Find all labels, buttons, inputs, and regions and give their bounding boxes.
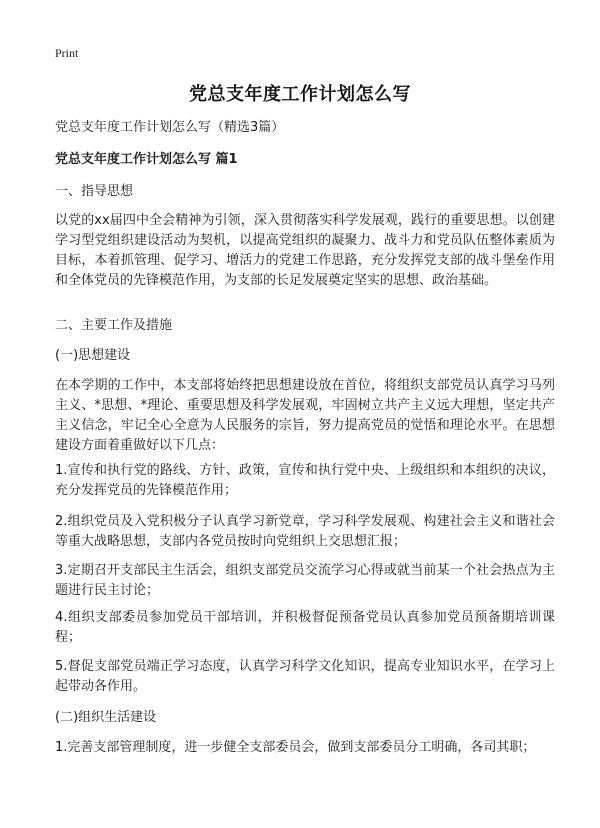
document-title: 党总支年度工作计划怎么写 <box>189 84 411 105</box>
list-item: 1.完善支部管理制度，进一步健全支部委员会，做到支部委员分工明确，各司其职； <box>55 740 536 755</box>
paragraph-guiding-thought: 以党的xx届四中全会精神为引领，深入贯彻落实科学发展观，践行的重要思想。以创建学习型党组织建设活动为契机，以提高党组织的凝聚力、战斗力和党员队伍整体素质为目标，本着抓管理、促学习、增活力的党建工作思路，充分发挥党支部的战斗堡垒作用和全体党员的先锋模范作用，为支部的长足发展奠定坚实的思想、政治基础。 <box>55 213 555 288</box>
subtitle: 党总支年度工作计划怎么写（精选3篇） <box>55 120 285 135</box>
list-item: 2.组织党员及入党积极分子认真学习新党章，学习科学发展观、构建社会主义和谐社会等重大战略思想，支部内各党员按时向党组织上交思想汇报； <box>55 514 555 549</box>
list-item: 4.组织支部委员参加党员干部培训，并积极督促预备党员认真参加党员预备期培训课程； <box>55 610 555 645</box>
list-item: 1.宣传和执行党的路线、方针、政策，宣传和执行党中央、上级组织和本组织的决议，充分发挥党员的先锋模范作用； <box>55 463 555 498</box>
paragraph-ideology: 在本学期的工作中，本支部将始终把思想建设放在首位，将组织支部党员认真学习马列主义、*思想、*理论、重要思想及科学发展观，牢固树立共产主义远大理想，坚定共产主义信念，牢记全心全意为人民服务的宗旨，努力提高党员的觉悟和理论水平。在思想建设方面着重做好以下几点： <box>55 378 555 453</box>
list-item: 5.督促支部党员端正学习态度，认真学习科学文化知识，提高专业知识水平，在学习上起带动各作用。 <box>55 659 555 694</box>
subsection-heading-organization: (二)组织生活建设 <box>55 710 157 725</box>
section-heading-guiding-thought: 一、指导思想 <box>55 184 134 199</box>
list-item: 3.定期召开支部民主生活会，组织支部党员交流学习心得或就当前某一个社会热点为主题进行民主讨论； <box>55 563 555 598</box>
print-label[interactable]: Print <box>55 46 79 60</box>
subsection-heading-ideology: (一)思想建设 <box>55 348 131 363</box>
article-heading: 党总支年度工作计划怎么写 篇1 <box>55 152 238 167</box>
section-heading-main-work: 二、主要工作及措施 <box>55 318 173 333</box>
